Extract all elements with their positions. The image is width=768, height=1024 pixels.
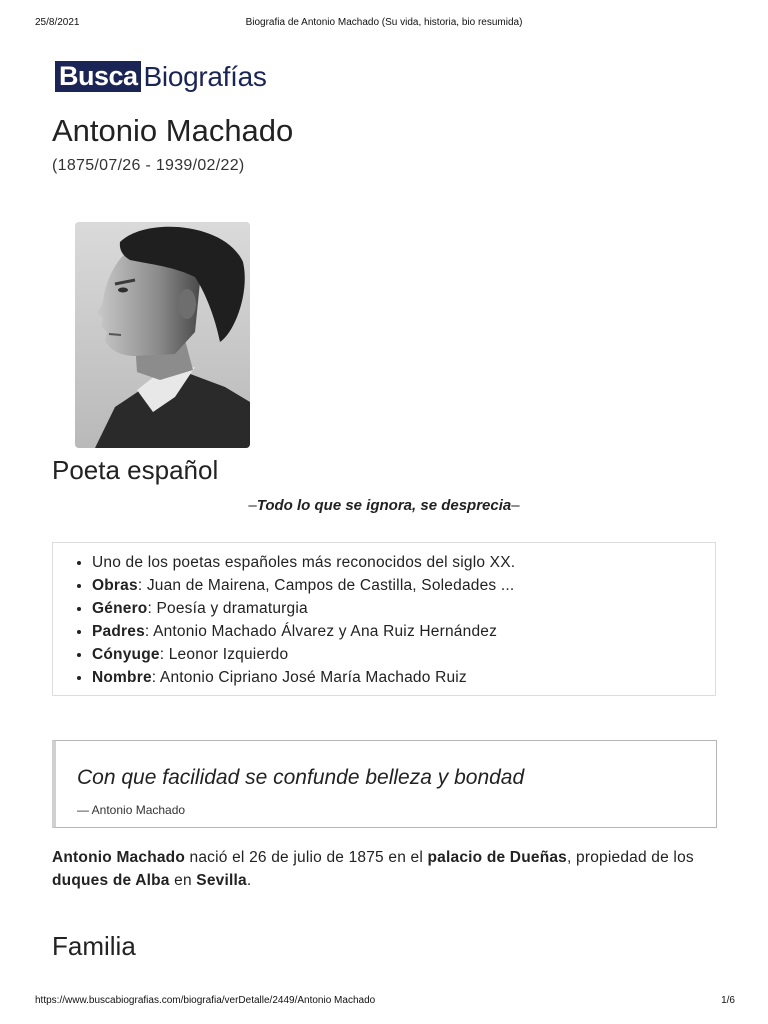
portrait-photo <box>75 222 250 448</box>
fact-label: Padres <box>92 623 145 640</box>
fact-text: Uno de los poetas españoles más reconocidos del siglo XX. <box>92 554 516 571</box>
section-heading-familia: Familia <box>52 931 136 961</box>
person-name-link: Antonio Machado <box>52 849 186 866</box>
fact-item-nombre <box>92 666 715 689</box>
fact-text: : Juan de Mairena, Campos de Castilla, Soledades ... <box>137 577 515 594</box>
subtitle-occupation: Poeta español <box>52 455 219 485</box>
fact-item-conyuge <box>92 643 715 666</box>
fact-label: Género <box>92 600 148 617</box>
fact-item-summary <box>92 551 715 574</box>
fact-label: Cónyuge <box>92 646 160 663</box>
motto <box>0 497 768 514</box>
fact-item-padres <box>92 620 715 643</box>
life-dates: (1875/07/26 - 1939/02/22) <box>52 157 245 174</box>
site-logo[interactable] <box>55 61 267 92</box>
fact-label: Obras <box>92 577 138 594</box>
paragraph-text: , propiedad de los <box>567 849 694 866</box>
quote-block <box>52 740 717 828</box>
fact-text: : Poesía y dramaturgia <box>147 600 308 617</box>
motto-dash-open: – <box>248 497 257 514</box>
print-date: 25/8/2021 <box>35 17 80 28</box>
place-sevilla: Sevilla <box>196 872 247 889</box>
paragraph-text: en <box>169 872 197 889</box>
fact-item-genero <box>92 597 715 620</box>
quote-author: — Antonio Machado <box>77 803 186 817</box>
paragraph-text: nació el 26 de julio de 1875 en el <box>185 849 428 866</box>
print-page-number: 1/6 <box>721 995 735 1006</box>
paragraph-text: . <box>246 872 252 889</box>
fact-text: : Leonor Izquierdo <box>159 646 289 663</box>
quote-text: Con que facilidad se confunde belleza y bondad <box>77 766 525 789</box>
fact-label: Nombre <box>92 669 152 686</box>
facts-list <box>53 543 715 689</box>
logo-biografias: Biografías <box>143 61 267 92</box>
motto-text: Todo lo que se ignora, se desprecia <box>256 497 512 514</box>
print-header <box>0 17 768 31</box>
logo-busca: Busca <box>55 61 141 92</box>
print-url: https://www.buscabiografias.com/biografia/verDetalle/2449/Antonio Machado <box>35 995 376 1006</box>
motto-dash-close: – <box>511 497 520 514</box>
print-document-title: Biografia de Antonio Machado (Su vida, historia, bio resumida) <box>245 17 523 28</box>
place-duques: duques de Alba <box>52 872 170 889</box>
fact-text: : Antonio Machado Álvarez y Ana Ruiz Hernández <box>144 623 498 640</box>
page-title: Antonio Machado <box>52 113 294 148</box>
fact-text: : Antonio Cipriano José María Machado Ruiz <box>151 669 467 686</box>
facts-box <box>52 542 716 696</box>
place-palacio: palacio de Dueñas <box>427 849 568 866</box>
fact-item-obras <box>92 574 715 597</box>
birth-paragraph <box>52 846 722 892</box>
